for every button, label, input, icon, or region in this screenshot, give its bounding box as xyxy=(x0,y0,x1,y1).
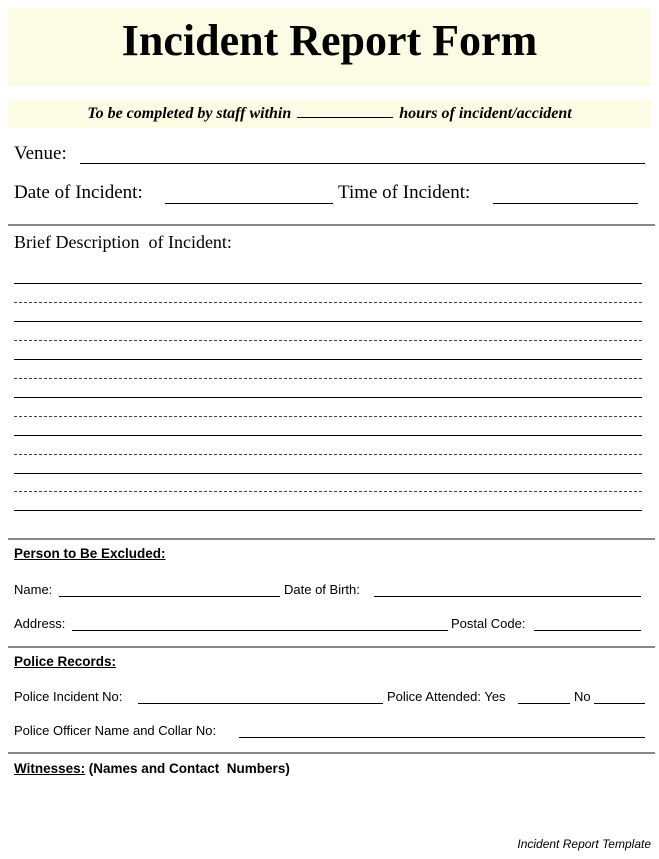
venue-field[interactable] xyxy=(80,163,645,164)
witnesses-heading: Witnesses: xyxy=(14,761,86,776)
description-line xyxy=(14,359,642,360)
description-label: Brief Description of Incident: xyxy=(14,232,232,252)
subtitle-after: hours of incident/accident xyxy=(399,105,572,122)
section-divider xyxy=(8,538,655,540)
description-line xyxy=(14,397,642,398)
description-line xyxy=(14,454,642,455)
address-field[interactable] xyxy=(72,630,448,631)
time-label: Time of Incident: xyxy=(338,182,471,203)
officer-field[interactable] xyxy=(239,737,645,738)
incident-no-label: Police Incident No: xyxy=(14,689,123,704)
incident-no-field[interactable] xyxy=(138,703,383,704)
section-divider xyxy=(8,752,655,754)
name-label: Name: xyxy=(14,582,53,597)
description-line xyxy=(14,491,642,492)
address-label: Address: xyxy=(14,616,66,631)
police-heading: Police Records: xyxy=(14,654,117,669)
date-field[interactable] xyxy=(165,203,333,204)
description-line xyxy=(14,473,642,474)
attended-no-label: No xyxy=(574,689,591,704)
attended-yes-field[interactable] xyxy=(518,703,570,704)
description-line xyxy=(14,378,642,379)
postal-label: Postal Code: xyxy=(451,616,526,631)
description-line xyxy=(14,510,642,511)
subtitle-before: To be completed by staff within xyxy=(87,105,292,122)
form-subtitle xyxy=(0,103,659,125)
excluded-heading: Person to Be Excluded: xyxy=(14,546,166,561)
section-divider xyxy=(8,224,655,226)
footer-caption: Incident Report Template xyxy=(517,837,651,851)
attended-no-field[interactable] xyxy=(594,703,645,704)
witnesses-note: (Names and Contact Numbers) xyxy=(88,761,290,776)
description-line xyxy=(14,302,642,303)
attended-yes-label: Police Attended: Yes xyxy=(387,689,506,704)
witnesses-area[interactable] xyxy=(14,785,644,830)
officer-label: Police Officer Name and Collar No: xyxy=(14,723,217,738)
postal-field[interactable] xyxy=(534,630,641,631)
hours-blank[interactable] xyxy=(297,103,393,118)
description-line xyxy=(14,283,642,284)
dob-label: Date of Birth: xyxy=(284,582,360,597)
witnesses-row xyxy=(14,761,290,777)
time-field[interactable] xyxy=(493,203,638,204)
name-field[interactable] xyxy=(59,596,280,597)
description-line xyxy=(14,435,642,436)
date-label: Date of Incident: xyxy=(14,182,143,203)
description-line xyxy=(14,416,642,417)
description-line xyxy=(14,321,642,322)
venue-label: Venue: xyxy=(14,143,67,164)
description-line xyxy=(14,340,642,341)
form-title: Incident Report Form xyxy=(121,16,538,65)
section-divider xyxy=(8,646,655,648)
dob-field[interactable] xyxy=(374,596,641,597)
